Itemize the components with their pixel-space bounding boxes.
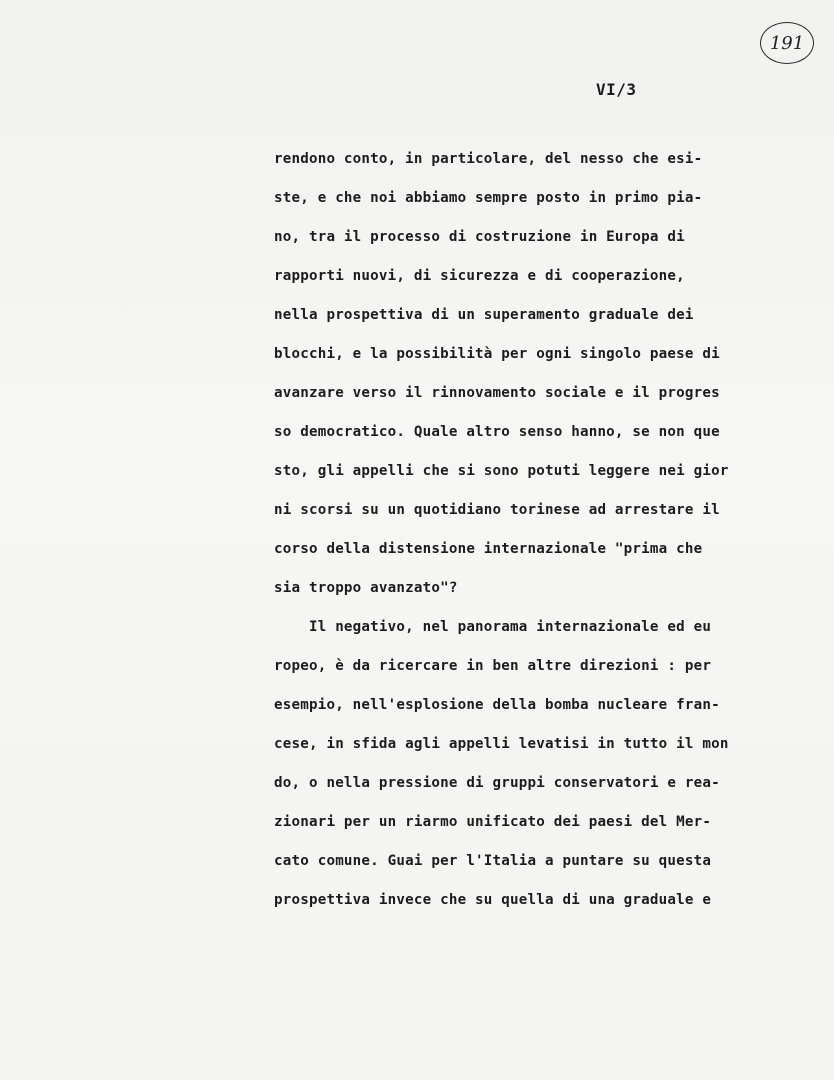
text-line: ni scorsi su un quotidiano torinese ad arrestare il [274,502,720,518]
text-line: prospettiva invece che su quella di una graduale e [274,892,712,908]
text-line: avanzare verso il rinnovamento sociale e il progres [274,385,720,401]
text-line: sto, gli appelli che si sono potuti leggere nei gior [274,463,729,479]
text-line: sia troppo avanzato"? [274,580,458,596]
text-line: do, o nella pressione di gruppi conservatori e rea- [274,775,720,791]
text-line: so democratico. Quale altro senso hanno, se non que [274,424,720,440]
text-line: ropeo, è da ricercare in ben altre direzioni : per [274,658,712,674]
text-line: nella prospettiva di un superamento graduale dei [274,307,694,323]
text-line: ste, e che noi abbiamo sempre posto in primo pia- [274,190,703,206]
text-line: cato comune. Guai per l'Italia a puntare su questa [274,853,712,869]
text-line: rapporti nuovi, di sicurezza e di cooperazione, [274,268,685,284]
text-line: rendono conto, in particolare, del nesso che esi- [274,151,703,167]
text-line: zionari per un riarmo unificato dei paesi del Mer- [274,814,712,830]
text-line: esempio, nell'esplosione della bomba nucleare fran- [274,697,720,713]
text-line: Il negativo, nel panorama internazionale ed eu [274,619,712,635]
text-line: cese, in sfida agli appelli levatisi in tutto il mon [274,736,729,752]
text-line: no, tra il processo di costruzione in Europa di [274,229,685,245]
page-number-stamp [760,22,814,64]
page-reference: VI/3 [596,80,637,99]
text-line: blocchi, e la possibilità per ogni singolo paese di [274,346,720,362]
text-line: corso della distensione internazionale "prima che [274,541,703,557]
page-number-stamp-text: 191 [769,32,805,54]
